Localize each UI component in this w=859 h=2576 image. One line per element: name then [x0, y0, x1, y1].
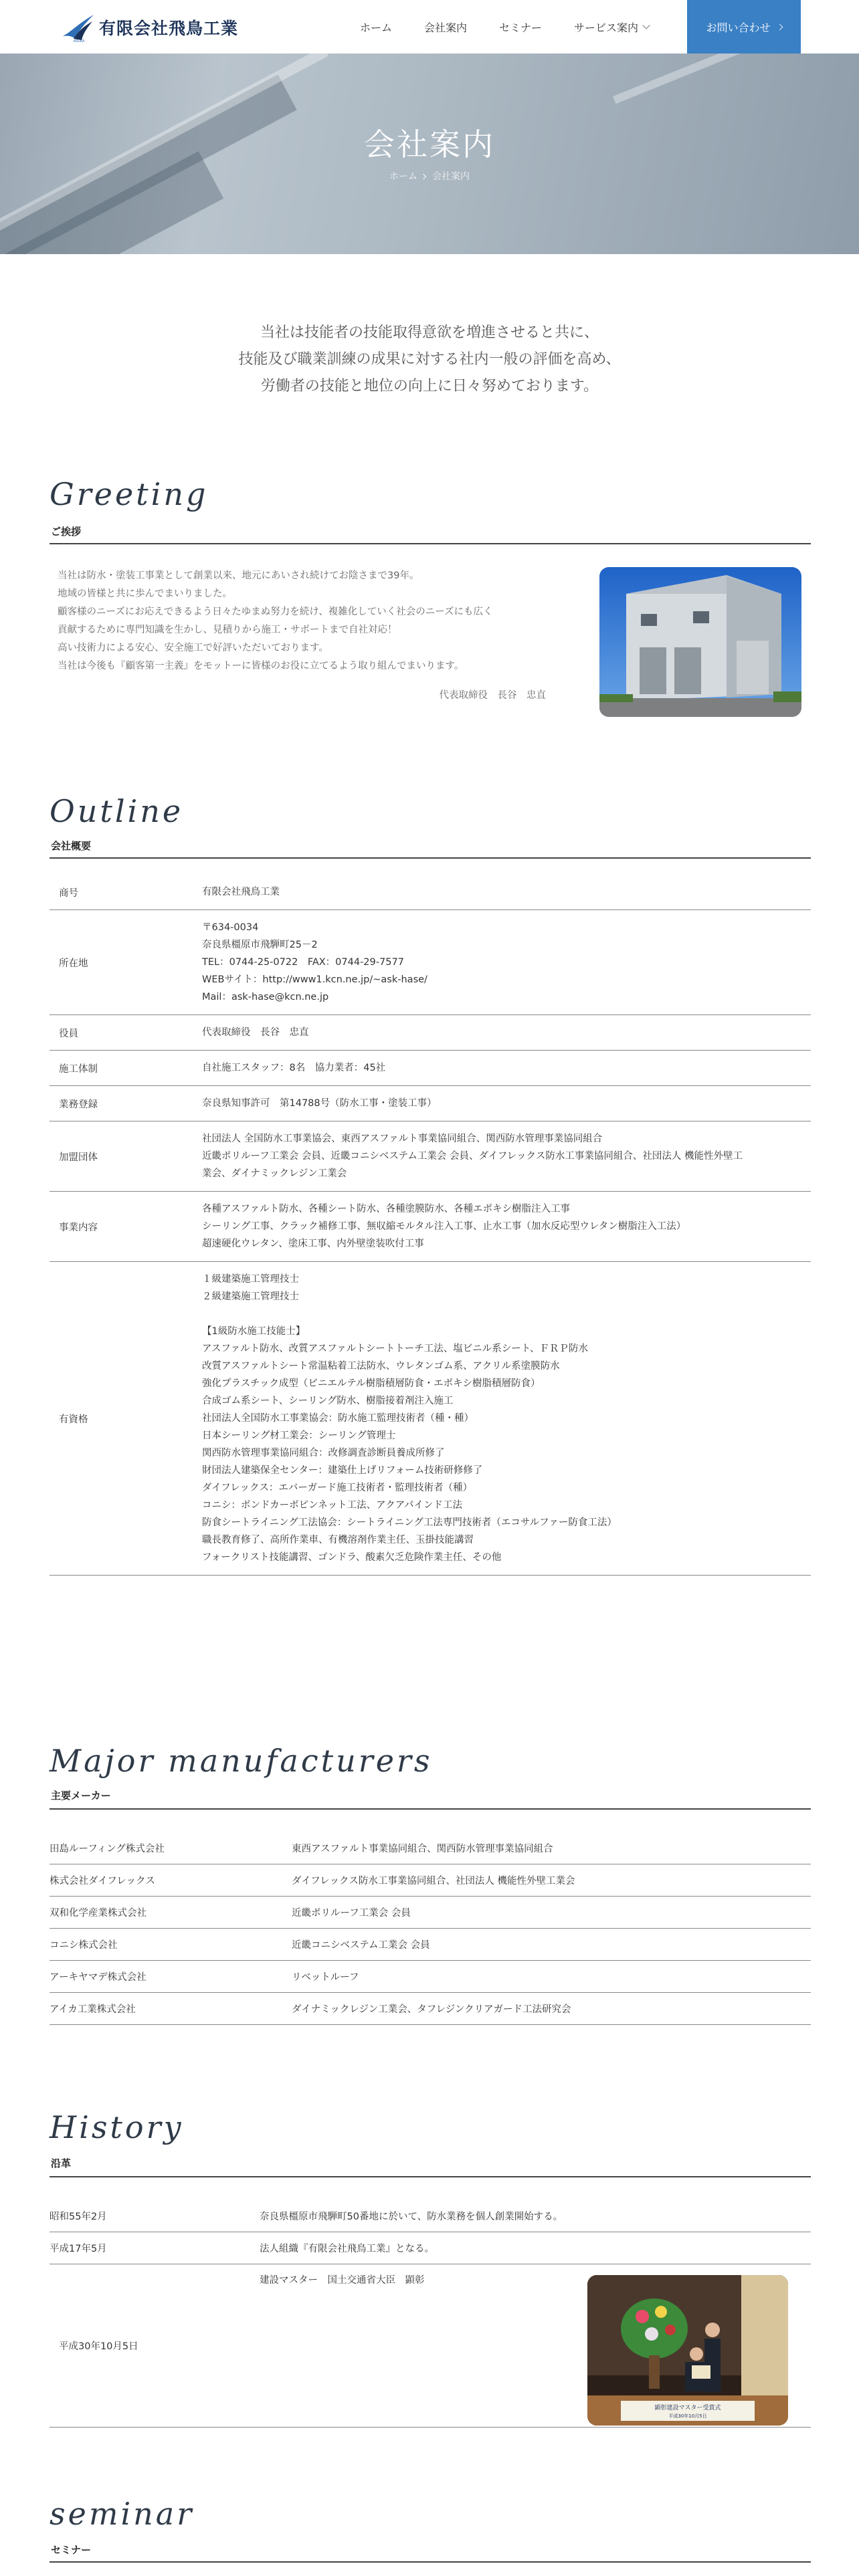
- table-row: [50, 1086, 811, 1121]
- table-row: [50, 910, 811, 1015]
- section-divider: [50, 2561, 811, 2563]
- nav-seminar[interactable]: セミナー: [499, 21, 543, 34]
- greeting-line: 貢献するために専門知識を生かし、見積りから施工・サポートまで自社対応！: [58, 625, 397, 635]
- table-row: [50, 1121, 811, 1192]
- section-divider: [50, 543, 811, 544]
- email-link[interactable]: Mail：ask-hase@kcn.ne.jp: [202, 992, 329, 1002]
- greeting-title: Greeting: [50, 476, 209, 512]
- manufacturers-title: Major manufacturers: [50, 1743, 433, 1779]
- row-value: 有限会社飛鳥工業: [202, 875, 811, 910]
- table-row: [50, 875, 811, 910]
- greeting-line: 顧客様のニーズにお応えできるよう日々たゆまぬ努力を続け、複雑化していく社会のニーズにも広く: [58, 607, 493, 617]
- chevron-right-icon: [776, 23, 783, 30]
- table-row: [50, 1015, 811, 1051]
- greeting-line: 当社は今後も『顧客第一主義』をモットーに皆様のお役に立てるよう取り組んでまいります。: [58, 661, 464, 671]
- table-row: コニシ株式会社 近畿コニシベステム工業会 会員: [50, 1929, 811, 1961]
- table-row: アーキヤマデ株式会社 リベットルーフ: [50, 1961, 811, 1993]
- chevron-right-icon: [421, 174, 426, 179]
- row-value: 代表取締役 長谷 忠直: [202, 1015, 811, 1051]
- row-label: 商号: [50, 875, 202, 910]
- intro-text: [0, 320, 859, 400]
- greeting-signature: 代表取締役 長谷 忠直: [439, 690, 546, 701]
- greeting-line: 高い技術力による安心、安全施工で好評いただいております。: [58, 643, 328, 653]
- row-label: 業務登録: [50, 1086, 202, 1121]
- seminar-title: seminar: [50, 2496, 195, 2532]
- building-photo: [599, 567, 801, 717]
- outline-table: [50, 875, 811, 1576]
- row-label: 加盟団体: [50, 1121, 202, 1192]
- chevron-down-icon: [642, 21, 650, 29]
- table-row: [50, 1262, 811, 1576]
- award-photo: [587, 2275, 788, 2426]
- bird-logo-icon: [62, 12, 96, 43]
- row-value: 〒634-0034 奈良県橿原市飛騨町25－2 TEL：0744-25-0722 FAX：0744-29-7577 WEBサイト：http://www1.kcn.ne.jp/~ask-hase/ Mail：ask-hase@kcn.ne.jp: [202, 910, 811, 1015]
- table-row: [50, 1051, 811, 1086]
- contact-button-label: お問い合わせ: [706, 21, 771, 34]
- nav-company[interactable]: 会社案内: [424, 21, 468, 34]
- row-value: 各種アスファルト防水、各種シート防水、各種塗膜防水、各種エポキシ樹脂注入工事 シーリング工事、クラック補修工事、無収縮モルタル注入工事、止水工事（加水反応型ウレタン樹脂注入工法） 超速硬化ウレタン、塗床工事、内外壁塗装吹付工事: [202, 1192, 811, 1262]
- row-value: １級建築施工管理技士 ２級建築施工管理技士 【1級防水施工技能士】 アスファルト防水、改質アスファルトシートトーチ工法、塩ビニル系シート、ＦＲＰ防水 改質アスファルトシート常温粘着工法防水、ウレタンゴム系、アクリル系塗膜防水 強化プラスチック成型（ビニエルテル樹脂積層防食・エポキシ樹脂積層防食） 合成ゴム系シート、シーリング防水、樹脂接着剤注入施工 社団法人全国防水工事業協会：防水施工監理技術者（種・種） 日本シーリング材工業会：シーリング管理士 関西防水管理事業協同組合：改修調査診断員養成所修了 財団法人建築保全センター：建築仕上げリフォーム技術研修修了 ダイフレックス：エバーガード施工技術者・監理技術者（種） コニシ：ボンドカーボピンネット工法、アクアパインド工法 防食シートライニング工法協会：シートライニング工法専門技術者（エコサルファー防食工法） 職長教育修了、高所作業車、有機溶剤作業主任、玉掛技能講習 フォークリスト技能講習、ゴンドラ、酸素欠乏危険作業主任、その他: [202, 1262, 811, 1576]
- intro-line: 当社は技能者の技能取得意欲を増進させると共に、: [260, 324, 599, 341]
- row-value: 社団法人 全国防水工事業協会、東西アスファルト事業協同組合、関西防水管理事業協同組合 近畿ポリルーフ工業会 会員、近畿コニシベステム工業会 会員、ダイフレックス防水工事業協同組合、社団法人 機能性外壁工 業会、ダイナミックレジン工業会: [202, 1121, 811, 1192]
- nav-services-label: サービス案内: [574, 21, 639, 34]
- site-logo[interactable]: [62, 12, 238, 43]
- hero-banner: [0, 53, 859, 254]
- row-label: 役員: [50, 1015, 202, 1051]
- page-title: 会社案内: [364, 126, 495, 163]
- table-row: 昭和55年2月 奈良県橿原市飛騨町50番地に於いて、防水業務を個人創業開始する。: [50, 2200, 811, 2232]
- row-label: 有資格: [50, 1262, 202, 1576]
- intro-line: 労働者の技能と地位の向上に日々努めております。: [260, 378, 599, 395]
- breadcrumb: [0, 169, 859, 183]
- section-divider: [50, 2176, 811, 2177]
- table-row: 平成30年10月5日 建設マスター 国土交通省大臣 顕彰: [50, 2264, 811, 2428]
- row-label: 所在地: [50, 910, 202, 1015]
- row-value: 自社施工スタッフ：8名 協力業者：45社: [202, 1051, 811, 1086]
- greeting-subtitle: ご挨拶: [51, 526, 82, 538]
- manufacturers-table: [50, 1832, 811, 2025]
- site-header: [0, 0, 859, 53]
- row-label: 施工体制: [50, 1051, 202, 1086]
- svg-text:平成30年10月5日: 平成30年10月5日: [668, 2413, 707, 2419]
- table-row: 双和化学産業株式会社 近畿ポリルーフ工業会 会員: [50, 1897, 811, 1929]
- svg-text:ASUKA: ASUKA: [73, 39, 85, 43]
- table-row: 平成17年5月 法人組織『有限会社飛鳥工業』となる。: [50, 2232, 811, 2264]
- outline-title: Outline: [50, 793, 184, 829]
- seminar-subtitle: セミナー: [51, 2544, 92, 2556]
- table-row: アイカ工業株式会社 ダイナミックレジン工業会、タフレジンクリアガード工法研究会: [50, 1993, 811, 2025]
- greeting-text: [58, 567, 553, 675]
- greeting-line: 地域の皆様と共に歩んでまいりました。: [58, 588, 232, 599]
- history-subtitle: 沿革: [51, 2157, 72, 2169]
- section-divider: [50, 857, 811, 859]
- history-title: History: [50, 2109, 184, 2145]
- table-row: 株式会社ダイフレックス ダイフレックス防水工事業協同組合、社団法人 機能性外壁工業会: [50, 1864, 811, 1897]
- row-value: 奈良県知事許可 第14788号（防水工事・塗装工事）: [202, 1086, 811, 1121]
- manufacturers-subtitle: 主要メーカー: [51, 1790, 111, 1802]
- main-nav: [360, 0, 681, 53]
- table-row: 田島ルーフィング株式会社 東西アスファルト事業協同組合、関西防水管理事業協同組合: [50, 1832, 811, 1864]
- outline-subtitle: 会社概要: [51, 840, 92, 852]
- website-link[interactable]: WEBサイト：http://www1.kcn.ne.jp/~ask-hase/: [202, 974, 427, 985]
- nav-home[interactable]: ホーム: [360, 21, 393, 34]
- greeting-line: 当社は防水・塗装工事業として創業以来、地元にあいされ続けてお陰さまで39年。: [58, 570, 419, 581]
- breadcrumb-current: 会社案内: [432, 171, 470, 182]
- table-row: [50, 1192, 811, 1262]
- row-label: 事業内容: [50, 1192, 202, 1262]
- svg-text:顕彰建設マスター受賞式: 顕彰建設マスター受賞式: [654, 2405, 721, 2411]
- section-divider: [50, 1808, 811, 1810]
- contact-button[interactable]: [687, 0, 801, 53]
- company-name: 有限会社飛鳥工業: [99, 19, 239, 38]
- nav-services[interactable]: [574, 19, 649, 35]
- intro-line: 技能及び職業訓練の成果に対する社内一般の評価を高め、: [238, 351, 621, 368]
- breadcrumb-home[interactable]: ホーム: [389, 171, 417, 182]
